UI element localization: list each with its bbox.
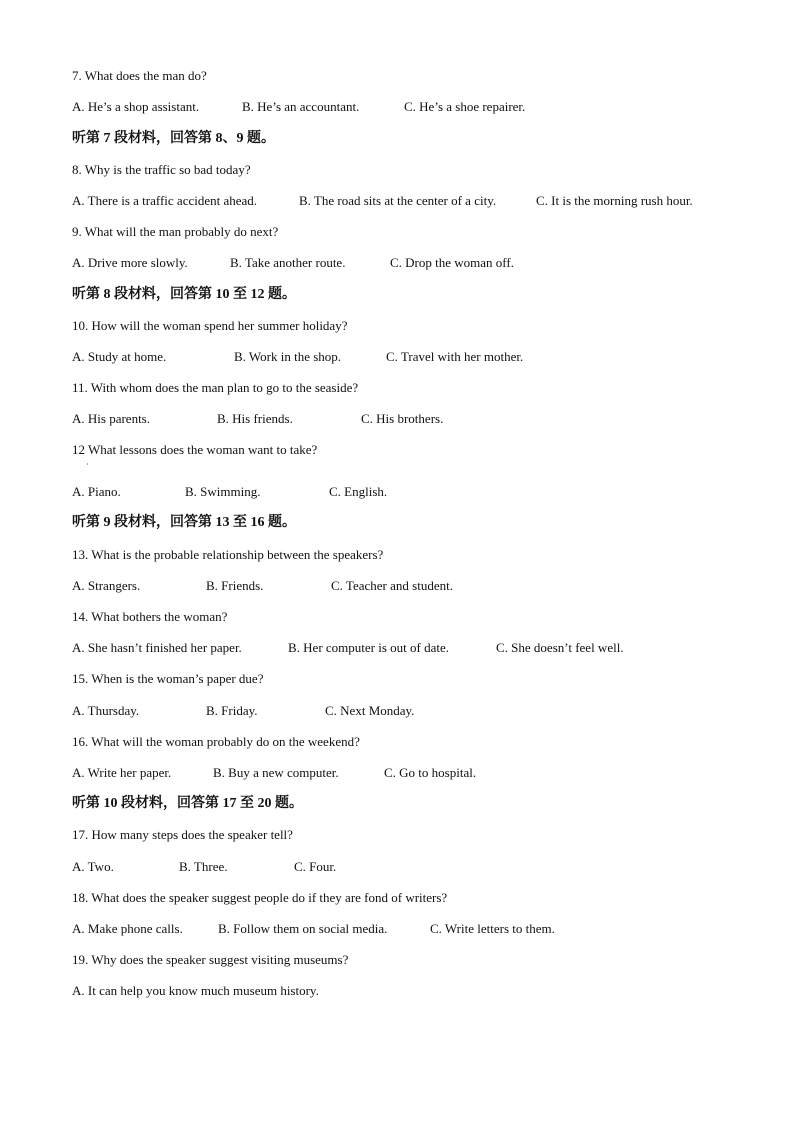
question-11-stem: 11. With whom does the man plan to go to the seaside? [72,380,359,395]
q11-option-b: B. His friends. [217,411,293,426]
q17-option-b: B. Three. [179,859,228,874]
q15-option-c: C. Next Monday. [325,703,415,718]
q18-option-b: B. Follow them on social media. [218,921,388,936]
q9-option-b: B. Take another route. [230,255,346,270]
q16-option-a: A. Write her paper. [72,765,172,780]
q11-option-a: A. His parents. [72,411,150,426]
q12-option-c: C. English. [329,484,388,499]
q8-option-a: A. There is a traffic accident ahead. [72,193,258,208]
question-18-stem: 18. What does the speaker suggest people do if they are fond of writers? [72,890,448,905]
q13-option-c: C. Teacher and student. [331,578,453,593]
q12-option-a: A. Piano. [72,484,121,499]
section-heading-10: 听第 10 段材料，回答第 17 至 20 题。 [72,796,303,811]
q17-option-c: C. Four. [294,859,337,874]
q17-option-a: A. Two. [72,859,114,874]
question-17-stem: 17. How many steps does the speaker tell? [72,827,293,842]
section-heading-7: 听第 7 段材料，回答第 8、9 题。 [72,131,275,146]
q10-option-b: B. Work in the shop. [234,349,342,364]
q9-option-a: A. Drive more slowly. [72,255,188,270]
q8-option-c: C. It is the morning rush hour. [536,193,693,208]
section-heading-8: 听第 8 段材料，回答第 10 至 12 题。 [72,287,296,302]
q12-option-b: B. Swimming. [185,484,261,499]
q16-option-b: B. Buy a new computer. [213,765,339,780]
q9-option-c: C. Drop the woman off. [390,255,514,270]
q11-option-c: C. His brothers. [361,411,444,426]
q13-option-b: B. Friends. [206,578,264,593]
q7-option-a: A. He’s a shop assistant. [72,99,200,114]
question-15-stem: 15. When is the woman’s paper due? [72,671,264,686]
question-12-stem: 12 What lessons does the woman want to take? [72,442,318,457]
question-8-stem: 8. Why is the traffic so bad today? [72,162,251,177]
q15-option-b: B. Friday. [206,703,258,718]
q14-option-b: B. Her computer is out of date. [288,640,450,655]
q16-option-c: C. Go to hospital. [384,765,477,780]
question-13-stem: 13. What is the probable relationship between the speakers? [72,547,384,562]
q13-option-a: A. Strangers. [72,578,141,593]
q14-option-c: C. She doesn’t feel well. [496,640,624,655]
q10-option-c: C. Travel with her mother. [386,349,524,364]
q10-option-a: A. Study at home. [72,349,167,364]
question-14-stem: 14. What bothers the woman? [72,609,228,624]
question-19-stem: 19. Why does the speaker suggest visiting museums? [72,952,349,967]
q19-option-a: A. It can help you know much museum history. [72,983,319,998]
q18-option-a: A. Make phone calls. [72,921,183,936]
section-heading-9: 听第 9 段材料，回答第 13 至 16 题。 [72,515,296,530]
q15-option-a: A. Thursday. [72,703,140,718]
q7-option-c: C. He’s a shoe repairer. [404,99,526,114]
question-7-stem: 7. What does the man do? [72,68,207,83]
question-10-stem: 10. How will the woman spend her summer holiday? [72,318,348,333]
question-16-stem: 16. What will the woman probably do on the weekend? [72,734,360,749]
q18-option-c: C. Write letters to them. [430,921,555,936]
stray-mark: · [86,460,89,469]
q8-option-b: B. The road sits at the center of a city. [299,193,497,208]
q14-option-a: A. She hasn’t finished her paper. [72,640,242,655]
question-9-stem: 9. What will the man probably do next? [72,224,279,239]
q7-option-b: B. He’s an accountant. [242,99,360,114]
